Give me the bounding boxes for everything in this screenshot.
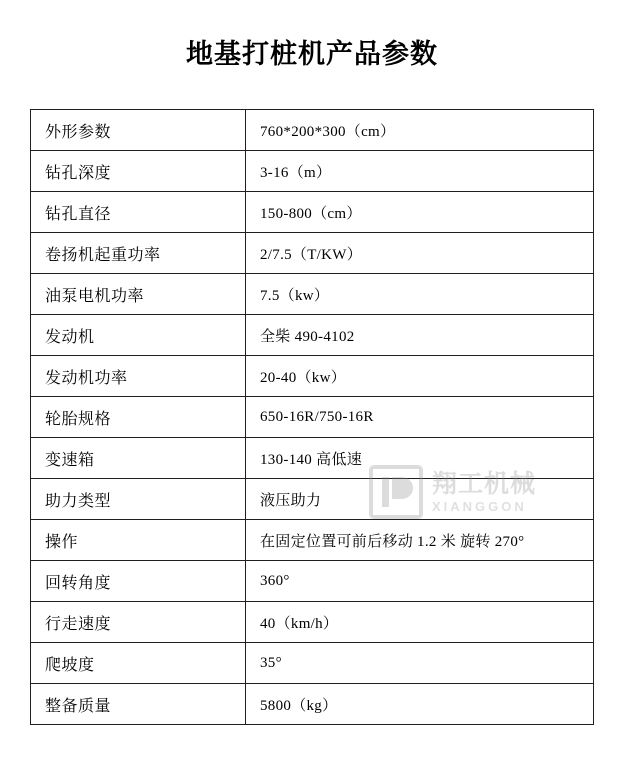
spec-value: 40（km/h） <box>246 602 594 643</box>
table-row <box>31 151 594 192</box>
watermark-brand-cn: 翔工机械 <box>432 470 537 498</box>
table-row <box>31 602 594 643</box>
spec-table-body <box>31 110 594 725</box>
table-row <box>31 520 594 561</box>
spec-label: 发动机功率 <box>31 356 246 397</box>
table-row <box>31 397 594 438</box>
spec-label: 爬坡度 <box>31 643 246 684</box>
table-row <box>31 643 594 684</box>
spec-value: 全柴 490-4102 <box>246 315 594 356</box>
spec-label: 发动机 <box>31 315 246 356</box>
spec-label: 油泵电机功率 <box>31 274 246 315</box>
spec-label: 钻孔直径 <box>31 192 246 233</box>
table-row <box>31 479 594 520</box>
spec-value: 3-16（m） <box>246 151 594 192</box>
spec-label: 外形参数 <box>31 110 246 151</box>
table-row <box>31 274 594 315</box>
spec-table <box>30 109 594 725</box>
spec-value: 5800（kg） <box>246 684 594 725</box>
spec-value: 150-800（cm） <box>246 192 594 233</box>
spec-value: 2/7.5（T/KW） <box>246 233 594 274</box>
spec-label: 行走速度 <box>31 602 246 643</box>
spec-label: 变速箱 <box>31 438 246 479</box>
spec-value: 液压助力 <box>246 479 594 520</box>
spec-label: 轮胎规格 <box>31 397 246 438</box>
spec-label: 回转角度 <box>31 561 246 602</box>
spec-label: 助力类型 <box>31 479 246 520</box>
spec-table-container <box>30 109 594 725</box>
spec-value: 35° <box>246 643 594 684</box>
spec-value: 130-140 高低速 <box>246 438 594 479</box>
spec-value: 360° <box>246 561 594 602</box>
spec-label: 卷扬机起重功率 <box>31 233 246 274</box>
spec-value: 20-40（kw） <box>246 356 594 397</box>
table-row <box>31 356 594 397</box>
spec-value: 760*200*300（cm） <box>246 110 594 151</box>
table-row <box>31 684 594 725</box>
table-row <box>31 438 594 479</box>
table-row <box>31 561 594 602</box>
watermark-brand-en: XIANGGON <box>432 498 527 514</box>
table-row <box>31 233 594 274</box>
spec-label: 操作 <box>31 520 246 561</box>
spec-value: 7.5（kw） <box>246 274 594 315</box>
spec-label: 整备质量 <box>31 684 246 725</box>
spec-value: 在固定位置可前后移动 1.2 米 旋转 270° <box>246 520 594 561</box>
page-title: 地基打桩机产品参数 <box>186 39 438 69</box>
table-row <box>31 315 594 356</box>
table-row <box>31 192 594 233</box>
table-row <box>31 110 594 151</box>
spec-value: 650-16R/750-16R <box>246 397 594 438</box>
spec-label: 钻孔深度 <box>31 151 246 192</box>
